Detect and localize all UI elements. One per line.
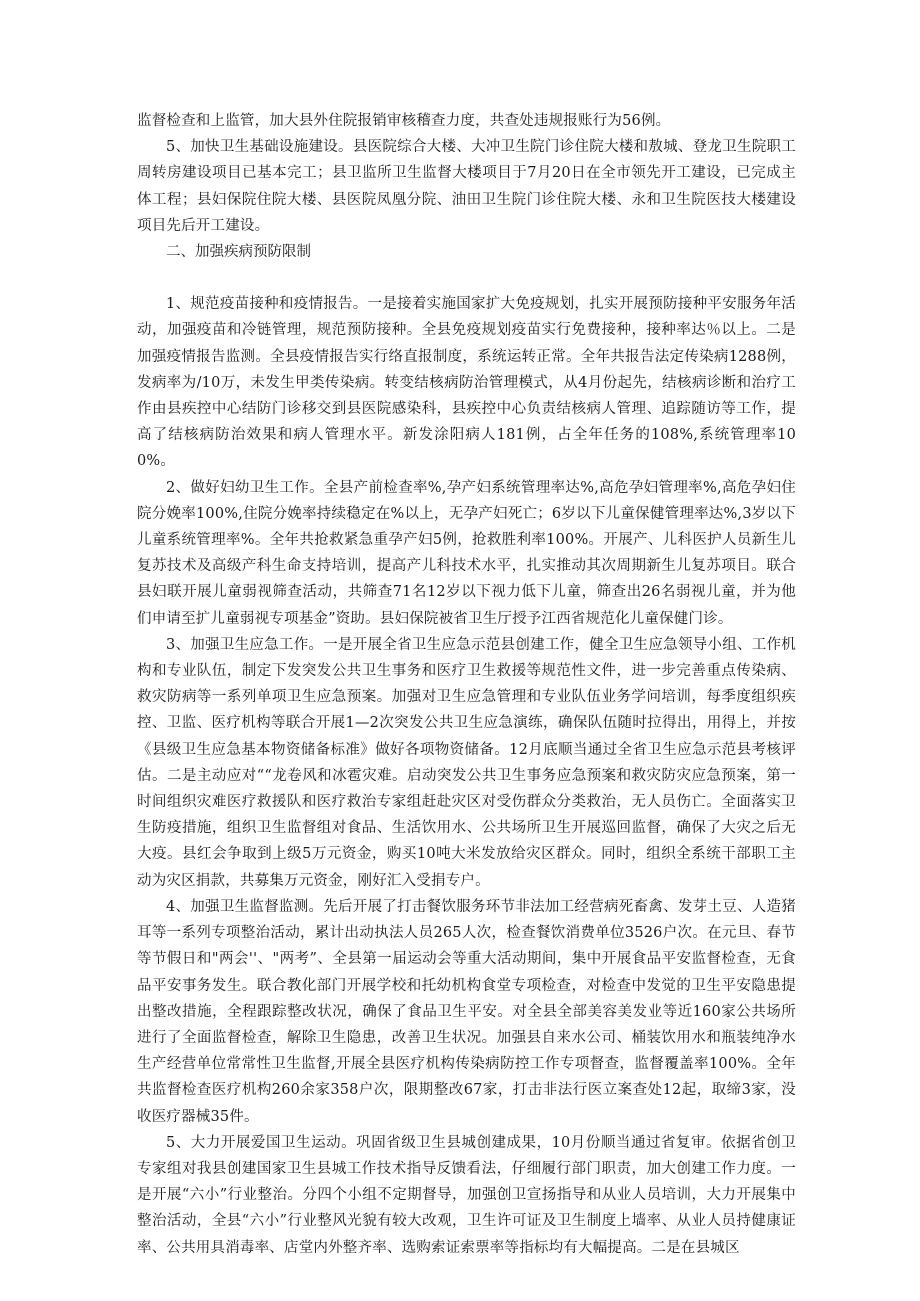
paragraph-health-emergency: 3、加强卫生应急工作。一是开展全省卫生应急示范县创建工作，健全卫生应急领导小组、工作机构和专业队伍，制定下发突发公共卫生事务和医疗卫生救援等规范性文件，进一步完善重点传染病、救灾防病等一系列单项卫生应急预案。加强对卫生应急管理和专业队伍业务学问培训，每季度组织疾控、卫监、医疗机构等联合开展1—2次突发公共卫生应急演练，确保队伍随时拉得出，用得上，并按《县级卫生应急基本物资储备标准》做好各项物资储备。12月底顺当通过全省卫生应急示范县考核评估。二是主动应对““龙卷风和冰雹灾难。启动突发公共卫生事务应急预案和救灾防灾应急预案，第一时间组织灾难医疗救援队和医疗救治专家组赶赴灾区对受伤群众分类救治，无人员伤亡。全面落实卫生防疫措施，组织卫生监督组对食品、生活饮用水、公共场所卫生开展巡回监督，确保了大灾之后无大疫。县红会争取到上级5万元资金，购买10吨大米发放给灾区群众。同时，组织全系统干部职工主动为灾区捐款，共募集万元资金，刚好汇入受捐专户。 (137, 636, 796, 889)
paragraph-health-supervision: 4、加强卫生监督监测。先后开展了打击餐饮服务环节非法加工经营病死畜禽、发芽土豆、人造猪耳等一系列专项整治活动，累计出动执法人员265人次，检查餐饮消费单位3526户次。在元旦、春节等节假日和"两会''、"两考”、全县第一届运动会等重大活动期间，集中开展食品平安监督检查，无食品平安事务发生。联合教化部门开展学校和托幼机构食堂专项检查，对检查中发觉的卫生平安隐患提出整改措施，全程跟踪整改状况，确保了食品卫生平安。对全县全部美容美发业等近160家公共场所进行了全面监督检查，解除卫生隐患，改善卫生状况。加强县自来水公司、桶装饮用水和瓶装纯净水生产经营单位常常性卫生监督,开展全县医疗机构传染病防控工作专项督查，监督覆盖率100%。全年共监督检查医疗机构260余家358户次，限期整改67家，打击非法行医立案查处12起，取缔3家，没收医疗器械35件。 (137, 898, 796, 1125)
paragraph-spacer (137, 265, 796, 291)
paragraph-continuation: 监督检查和上监管，加大县外住院报销审核稽查力度，共查处违规报账行为56例。 (137, 113, 671, 129)
paragraph-patriotic-health: 5、大力开展爱国卫生运动。巩固省级卫生县城创建成果，10月份顺当通过省复审。依据省创卫专家组对我县创建国家卫生县城工作技术指导反馈看法，仔细履行部门职责，加大创建工作力度。一是开展“六小”行业整治。分四个小组不定期督导，加强创卫宣扬指导和从业人员培训，大力开展集中整治活动，全县“六小”行业整风光貌有较大改观，卫生许可证及卫生制度上墙率、从业人员持健康证率、公共用具消毒率、店堂内外整齐率、选购索证索票率等指标均有大幅提高。二是在县城区 (137, 1134, 796, 1256)
paragraph-maternal-child-health: 2、做好妇幼卫生工作。全县产前检查率%,孕产妇系统管理率达%,高危孕妇管理率%,高危孕妇住院分娩率100%,住院分娩率持续稳定在%以上，无孕产妇死亡；6岁以下儿童保健管理率达%,3岁以下儿童系统管理率%。全年共抢救紧急重孕产妇5例，抢救胜利率100%。开展产、儿科医护人员新生儿复苏技术及高级产科生命支持培训，提高产儿科技术水平，扎实推动其次周期新生儿复苏项目。联合县妇联开展儿童弱视筛查活动，共筛查71名12岁以下视力低下儿童，筛查出26名弱视儿童，并为他们申请至扩儿童弱视专项基金”资助。县妇保院被省卫生厅授予江西省规范化儿童保健门诊。 (137, 479, 796, 627)
paragraph-infrastructure: 5、加快卫生基础设施建设。县医院综合大楼、大冲卫生院门诊住院大楼和敖城、登龙卫生院职工周转房建设项目已基本完工；县卫监所卫生监督大楼项目于7月20日在全市领先开工建设，已完成主体工程；县妇保院住院大楼、县医院凤凰分院、油田卫生院门诊住院大楼、永和卫生院医技大楼建设项目先后开工建设。 (137, 139, 796, 234)
paragraph-vaccination: 1、规范疫苗接种和疫情报告。一是接着实施国家扩大免疫规划，扎实开展预防接种平安服务年活动，加强疫苗和冷链管理，规范预防接种。全县免疫规划疫苗实行免费接种，接种率达％以上。二是加强疫情报告监测。全县疫情报告实行络直报制度，系统运转正常。全年共报告法定传染病1288例，发病率为/10万，未发生甲类传染病。转变结核病防治管理模式，从4月份起先，结核病诊断和治疗工作由县疾控中心结防门诊移交到县医院感染科，县疾控中心负责结核病人管理、追踪随访等工作，提高了结核病防治效果和病人管理水平。新发涂阳病人181例，占全年任务的108%,系统管理率100%。 (137, 296, 796, 470)
section-heading-disease-control: 二、加强疾病预防限制 (166, 244, 311, 261)
